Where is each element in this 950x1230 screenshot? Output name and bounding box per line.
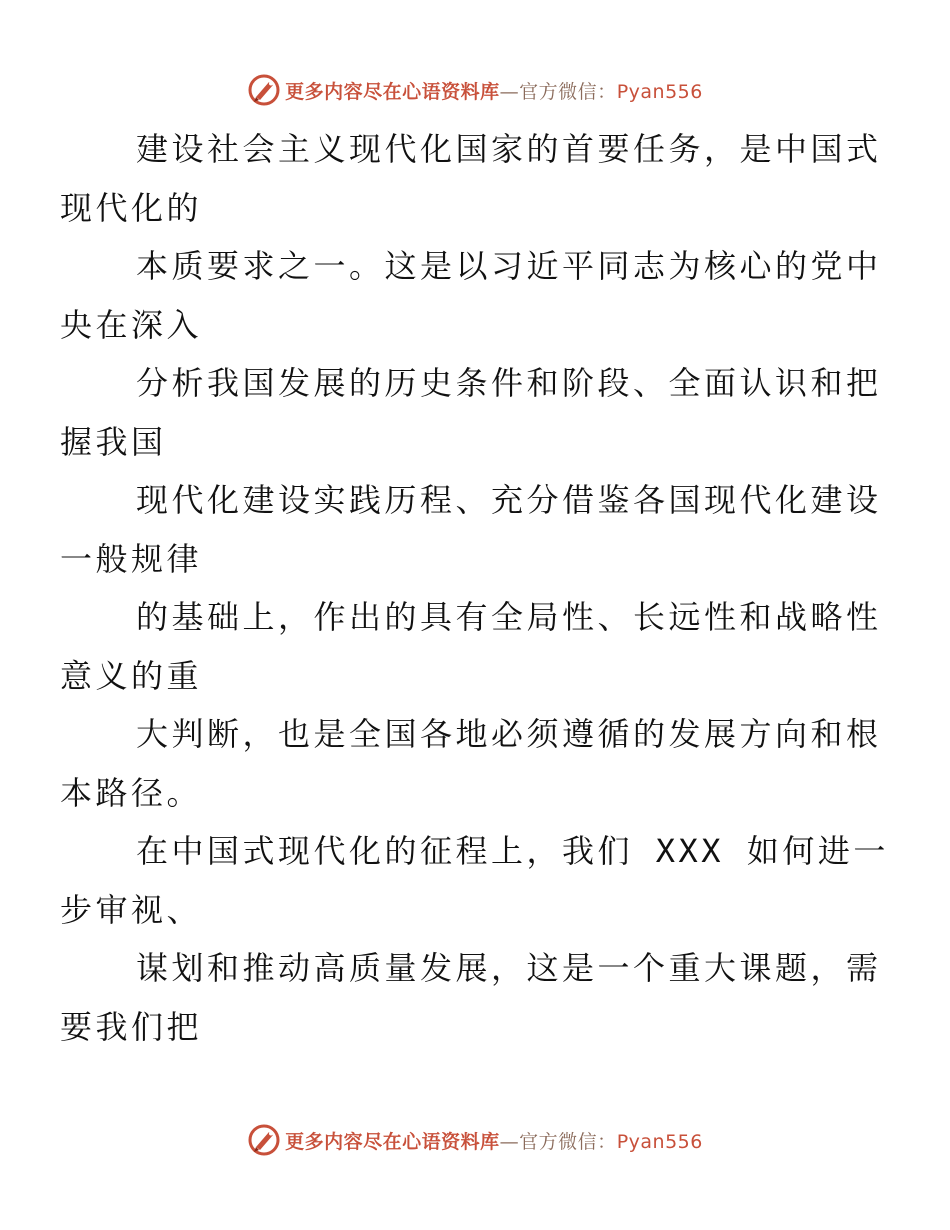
footer-banner-wechat-label: 官方微信： [519,1130,617,1153]
header-banner-text [285,77,703,104]
footer-banner-dash: — [499,1130,520,1153]
text-line-3: 分析我国发展的历史条件和阶段、全面认识和把 握我国 [60,364,882,461]
text-line-4: 现代化建设实践历程、充分借鉴各国现代化建设 一般规律 [60,481,882,578]
text-line-1: 建设社会主义现代化国家的首要任务，是中国式 现代化的 [60,130,882,227]
header-banner-wechat-label: 官方微信： [519,80,617,103]
text-line-6: 大判断，也是全国各地必须遵循的发展方向和根 本路径。 [60,715,882,812]
header-banner-main: 更多内容尽在心语资料库 [285,80,500,103]
text-line-2: 本质要求之一。这是以习近平同志为核心的党中 央在深入 [60,247,882,344]
text-line-5: 的基础上，作出的具有全局性、长远性和战略性 意义的重 [60,598,882,695]
pen-logo-icon [247,73,281,107]
footer-banner-text [285,1127,703,1154]
footer-watermark-banner [0,1120,950,1160]
text-line-8: 谋划和推动高质量发展，这是一个重大课题，需 要我们把 [60,949,882,1046]
text-line-7: 在中国式现代化的征程上，我们 XXX 如何进一 步审视、 [60,832,889,929]
header-banner-dash: — [499,80,520,103]
footer-banner-wechat-id: Pyan556 [616,1130,703,1153]
header-banner-wechat-id: Pyan556 [616,80,703,103]
document-body [60,120,889,1056]
header-watermark-banner [0,70,950,110]
pen-logo-icon [247,1123,281,1157]
footer-banner-main: 更多内容尽在心语资料库 [285,1130,500,1153]
